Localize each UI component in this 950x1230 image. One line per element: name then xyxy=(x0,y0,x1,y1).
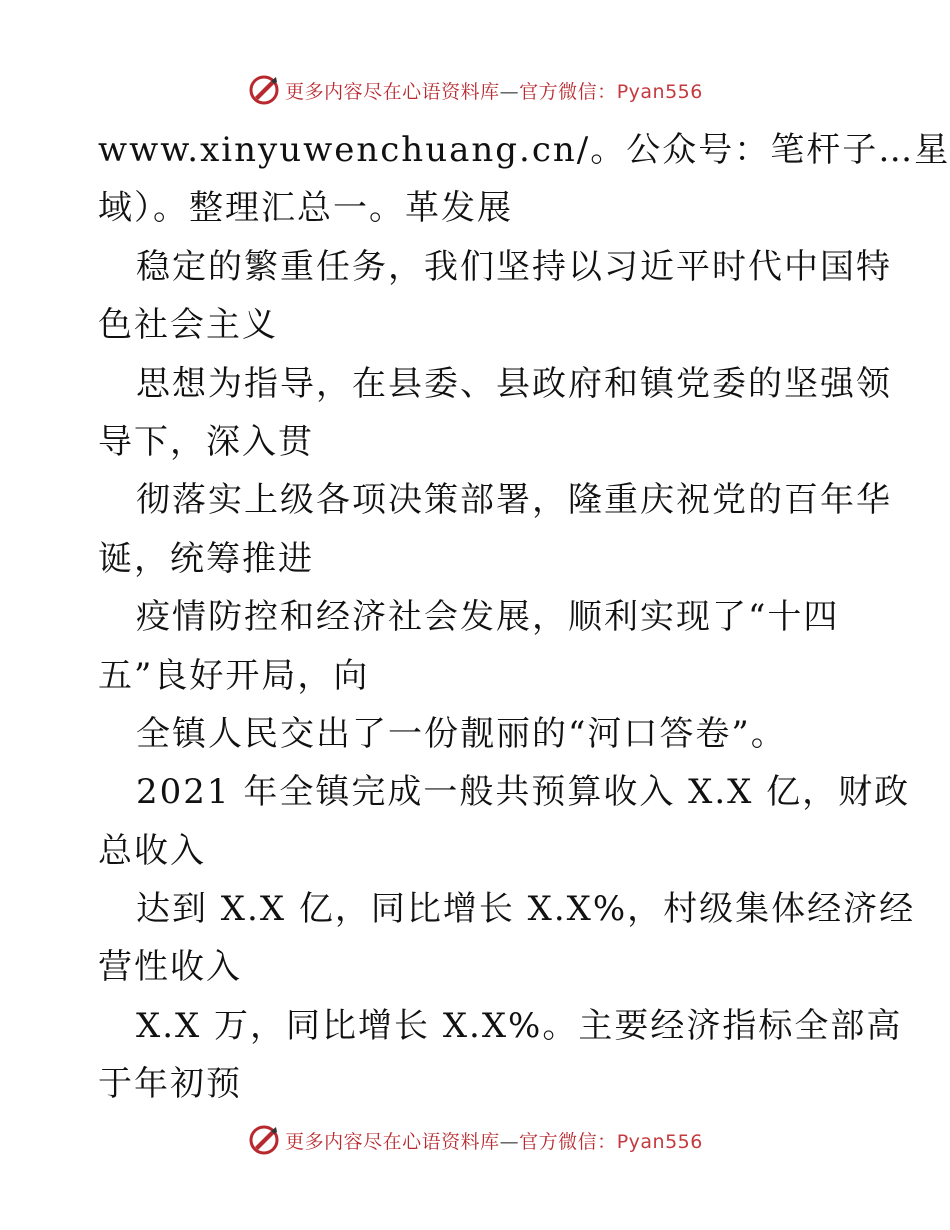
text-line: 营性收入 xyxy=(98,947,242,988)
text-line: 域）。整理汇总一。革发展 xyxy=(98,188,513,229)
text-line: 色社会主义 xyxy=(98,305,278,346)
footer-watermark-banner xyxy=(0,1120,950,1160)
text-line: 达到 X.X 亿，同比增长 X.X%，村级集体经济经 xyxy=(136,889,916,930)
footer-banner-text xyxy=(285,1127,703,1154)
footer-banner-wechat-id: Pyan556 xyxy=(616,1130,703,1153)
text-line: 2021 年全镇完成一般共预算收入 X.X 亿，财政 xyxy=(136,772,911,813)
header-banner-separator: — xyxy=(499,80,520,103)
text-line: 思想为指导，在县委、县政府和镇党委的坚强领 xyxy=(136,363,892,404)
text-line: 诞，统筹推进 xyxy=(98,538,314,579)
header-banner-wechat-label: 官方微信： xyxy=(519,80,617,103)
text-line: 导下，深入贯 xyxy=(98,421,314,462)
logo-icon xyxy=(247,1123,281,1157)
header-watermark-banner xyxy=(0,70,950,110)
logo-icon xyxy=(247,73,281,107)
text-line: 疫情防控和经济社会发展，顺利实现了“十四 xyxy=(136,597,840,638)
text-line: X.X 万，同比增长 X.X%。主要经济指标全部高 xyxy=(136,1005,903,1046)
text-line: 总收入 xyxy=(98,830,206,871)
text-line: 五”良好开局，向 xyxy=(98,655,370,696)
footer-banner-wechat-label: 官方微信： xyxy=(519,1130,617,1153)
footer-banner-separator: — xyxy=(499,1130,520,1153)
text-line: 稳定的繁重任务，我们坚持以习近平时代中国特 xyxy=(136,246,892,287)
text-line: 于年初预 xyxy=(98,1064,242,1105)
document-body xyxy=(98,121,950,1114)
text-line: 全镇人民交出了一份靓丽的“河口答卷”。 xyxy=(136,713,787,754)
header-banner-text xyxy=(285,77,703,104)
header-banner-title: 更多内容尽在心语资料库 xyxy=(285,80,500,103)
text-line: www.xinyuwenchuang.cn/。公众号：笔杆子…星 xyxy=(98,130,950,170)
text-line: 彻落实上级各项决策部署，隆重庆祝党的百年华 xyxy=(136,480,892,521)
footer-banner-title: 更多内容尽在心语资料库 xyxy=(285,1130,500,1153)
header-banner-wechat-id: Pyan556 xyxy=(616,80,703,103)
